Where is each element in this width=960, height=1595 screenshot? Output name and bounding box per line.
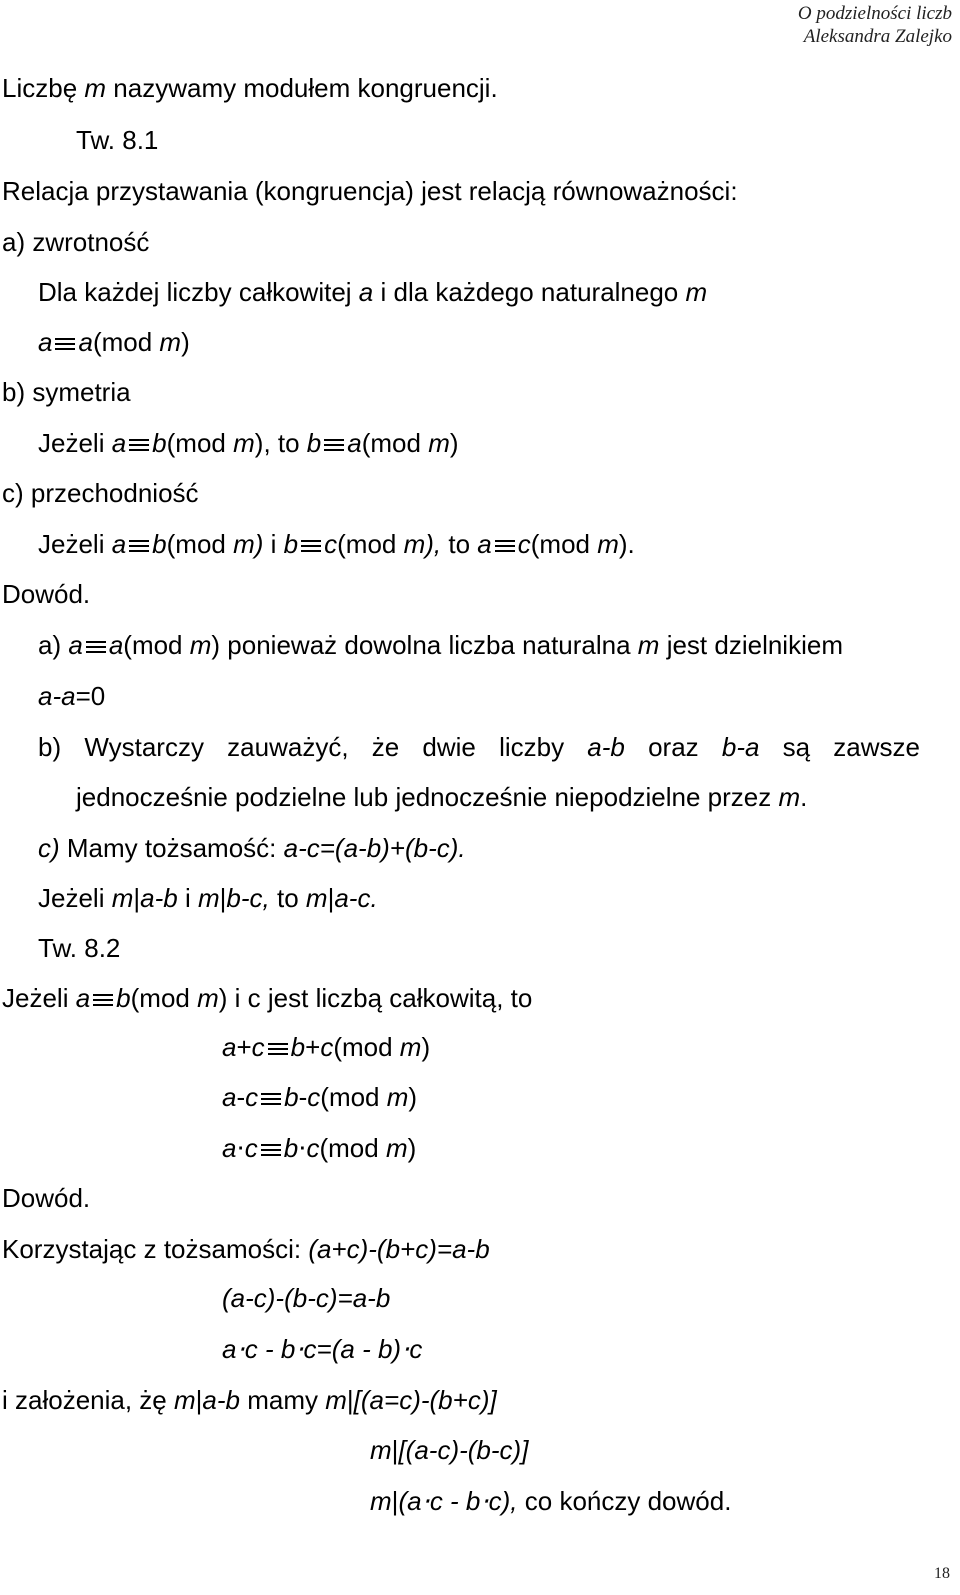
text-segment: a-b	[140, 883, 178, 913]
text-segment: Tw. 8.1	[76, 125, 159, 155]
text-segment: ⋅	[236, 1133, 245, 1163]
text-segment: Liczbę	[2, 73, 85, 103]
text-segment: -	[236, 1082, 246, 1112]
text-segment: (a+c)-(b+c)=a-b	[308, 1234, 490, 1264]
text-segment: m	[399, 1032, 422, 1062]
reflexivity-formula	[38, 326, 190, 358]
text-segment: (mod	[123, 630, 190, 660]
text-segment: )	[181, 327, 190, 357]
text-segment: a)	[38, 630, 69, 660]
text-segment: m	[325, 1385, 347, 1415]
item-b-heading	[2, 376, 131, 408]
symmetry-formula	[38, 427, 459, 459]
text-segment: a	[38, 327, 53, 357]
theorem-8-2-label	[38, 932, 120, 964]
divides-symbol: |	[391, 1486, 399, 1516]
text-segment: m	[111, 883, 134, 913]
text-segment: i założenia, żę	[2, 1385, 174, 1415]
text-segment: ⋅	[298, 1133, 307, 1163]
proof-1-a-difference	[38, 680, 105, 712]
text-segment: m	[197, 883, 220, 913]
text-segment: m	[233, 428, 255, 458]
text-segment: b-c,	[226, 883, 277, 913]
text-segment: b	[152, 529, 167, 559]
text-segment: m	[84, 73, 107, 103]
proof-1-c-conclusion	[38, 882, 378, 914]
proof-1-b	[38, 731, 920, 763]
congruence-symbol	[128, 538, 150, 554]
theorem-8-2-product	[222, 1132, 416, 1164]
theorem-8-1-label	[76, 124, 158, 156]
text-segment: mamy	[240, 1385, 326, 1415]
text-segment: a-c=(a-b)+(b-c).	[283, 833, 466, 863]
text-segment: (mod	[333, 1032, 400, 1062]
divides-symbol: |	[346, 1385, 354, 1415]
page-header	[798, 2, 952, 48]
text-segment: a-c.	[334, 883, 378, 913]
text-segment: a⋅c - b⋅c=(a - b)⋅c	[222, 1334, 423, 1364]
text-segment: Jeżeli	[38, 428, 112, 458]
text-segment: =0	[75, 681, 106, 711]
text-segment: a	[78, 327, 93, 357]
text-segment: Tw. 8.2	[38, 933, 121, 963]
header-title: O podzielności liczb	[797, 3, 952, 24]
text-segment: m	[305, 883, 328, 913]
congruence-symbol	[300, 538, 322, 554]
text-segment: m),	[403, 529, 449, 559]
transitivity-formula	[38, 528, 635, 560]
text-segment: b	[152, 428, 167, 458]
text-segment: b) symetria	[2, 377, 131, 407]
text-segment: (mod	[166, 428, 234, 458]
text-segment: c) przechodniość	[2, 478, 199, 508]
text-segment: (mod	[319, 1133, 386, 1163]
text-segment: i	[177, 883, 198, 913]
text-segment: a	[111, 529, 127, 559]
proof-1-a	[38, 629, 843, 661]
text-segment: c	[307, 1082, 321, 1112]
text-segment: (mod	[337, 529, 404, 559]
divides-symbol: |	[195, 1385, 203, 1415]
text-segment: Dla każdej liczby całkowitej	[38, 277, 359, 307]
text-segment: +	[305, 1032, 321, 1062]
proof-2-conclusion-2	[370, 1434, 528, 1466]
text-segment: +	[236, 1032, 252, 1062]
proof-2-identity-2	[222, 1282, 390, 1314]
text-segment: Mamy tożsamość:	[66, 833, 284, 863]
text-segment: c	[251, 1032, 265, 1062]
divides-symbol: |	[327, 883, 335, 913]
text-segment: m	[385, 1133, 408, 1163]
text-segment: nazywamy modułem kongruencji.	[106, 73, 498, 103]
proof-2-identity-1	[2, 1233, 490, 1265]
congruence-symbol	[260, 1091, 282, 1107]
text-segment: (mod	[92, 327, 160, 357]
text-segment: m	[159, 327, 182, 357]
text-segment: m	[370, 1486, 392, 1516]
text-segment: c)	[38, 833, 67, 863]
text-segment: m	[637, 630, 660, 660]
text-segment: (mod	[166, 529, 234, 559]
text-segment: a	[108, 630, 124, 660]
text-segment: a	[477, 529, 492, 559]
text-segment: )	[449, 428, 459, 458]
text-segment: Jeżeli	[38, 883, 112, 913]
proof-1-c	[38, 832, 466, 864]
congruence-symbol	[128, 437, 150, 453]
text-segment: Dowód.	[2, 1183, 91, 1213]
proof-2-identity-3	[222, 1333, 422, 1365]
proof-1-label	[2, 578, 90, 610]
text-segment: a	[347, 428, 362, 458]
congruence-symbol	[92, 992, 114, 1008]
text-segment: )	[407, 1133, 417, 1163]
text-segment: m	[173, 1385, 196, 1415]
text-segment: a	[358, 277, 374, 307]
text-segment: (mod	[130, 983, 198, 1013]
text-segment: jest dzielnikiem	[659, 630, 843, 660]
text-segment: a	[222, 1032, 237, 1062]
text-segment: )	[408, 1082, 418, 1112]
text-segment: b	[284, 1082, 299, 1112]
text-segment: Relacja przystawania (kongruencja) jest relacją równoważności:	[2, 176, 738, 206]
text-segment: to	[276, 883, 306, 913]
text-segment: m	[197, 983, 219, 1013]
item-c-heading	[2, 477, 199, 509]
theorem-8-1-statement	[2, 175, 738, 207]
divides-symbol: |	[219, 883, 227, 913]
text-segment: -	[298, 1082, 308, 1112]
text-segment: b	[306, 428, 322, 458]
text-segment: a-b	[202, 1385, 240, 1415]
text-segment: i	[270, 529, 284, 559]
text-segment: a	[111, 428, 127, 458]
modulus-definition	[2, 72, 498, 104]
text-segment: ) i c jest liczbą całkowitą, to	[218, 983, 533, 1013]
text-segment: (mod	[530, 529, 598, 559]
text-segment: a-a	[38, 681, 76, 711]
text-segment: [(a=c)-(b+c)]	[353, 1385, 497, 1415]
divides-symbol: |	[391, 1435, 399, 1465]
page-number: 18	[934, 1565, 950, 1582]
text-segment: oraz	[624, 732, 722, 762]
text-segment: m	[778, 782, 801, 812]
text-segment: m	[386, 1082, 409, 1112]
congruence-symbol	[260, 1142, 282, 1158]
text-segment: m	[189, 630, 212, 660]
text-segment: b	[283, 1133, 299, 1163]
text-segment: a	[222, 1133, 237, 1163]
text-segment: (mod	[361, 428, 429, 458]
text-segment: (a-c)-(b-c)=a-b	[222, 1283, 391, 1313]
text-segment: a	[68, 630, 83, 660]
text-segment: i dla każdego naturalnego	[373, 277, 686, 307]
text-segment: c	[517, 529, 531, 559]
reflexivity-text	[38, 276, 707, 308]
text-segment: Jeżeli	[38, 529, 112, 559]
text-segment: jednocześnie podzielne lub jednocześnie niepodzielne przez	[76, 782, 779, 812]
text-segment: c	[324, 529, 338, 559]
congruence-symbol	[267, 1041, 289, 1057]
text-segment: ), to	[254, 428, 307, 458]
text-segment: b	[283, 529, 299, 559]
text-segment: są zawsze	[759, 732, 920, 762]
text-segment: b	[116, 983, 131, 1013]
text-segment: (mod	[320, 1082, 387, 1112]
text-segment: a) zwrotność	[2, 227, 150, 257]
theorem-8-2-sum	[222, 1031, 430, 1063]
text-segment: a	[222, 1082, 237, 1112]
text-segment: ).	[618, 529, 635, 559]
item-a-heading	[2, 226, 149, 258]
text-segment: a-b	[587, 732, 625, 762]
congruence-symbol	[85, 639, 107, 655]
text-segment: )	[421, 1032, 431, 1062]
text-segment: Korzystając z tożsamości:	[2, 1234, 309, 1264]
theorem-8-2-statement	[2, 982, 532, 1014]
text-segment: [(a-c)-(b-c)]	[398, 1435, 529, 1465]
text-segment: Dowód.	[2, 579, 91, 609]
divides-symbol: |	[133, 883, 141, 913]
text-segment: co kończy dowód.	[517, 1486, 732, 1516]
proof-2-conclusion-3	[370, 1485, 731, 1517]
theorem-8-2-difference	[222, 1081, 417, 1113]
text-segment: Jeżeli	[2, 983, 76, 1013]
text-segment: b	[290, 1032, 306, 1062]
text-segment: m	[428, 428, 450, 458]
text-segment: m)	[233, 529, 271, 559]
text-segment: to	[448, 529, 478, 559]
congruence-symbol	[54, 336, 76, 352]
text-segment: c	[306, 1133, 320, 1163]
proof-1-b-continued	[76, 781, 807, 813]
header-author: Aleksandra Zalejko	[803, 26, 952, 47]
text-segment: c	[320, 1032, 334, 1062]
text-segment: b) Wystarczy zauważyć, że dwie liczby	[38, 732, 588, 762]
text-segment: a	[75, 983, 91, 1013]
proof-2-label	[2, 1182, 90, 1214]
text-segment: .	[800, 782, 808, 812]
text-segment: c	[244, 1133, 258, 1163]
text-segment: m	[597, 529, 619, 559]
text-segment: (a⋅c - b⋅c),	[398, 1486, 518, 1516]
proof-2-conclusion-1	[2, 1384, 497, 1416]
text-segment: b-a	[721, 732, 760, 762]
text-segment: ) ponieważ dowolna liczba naturalna	[211, 630, 638, 660]
text-segment: m	[370, 1435, 392, 1465]
text-segment: c	[245, 1082, 259, 1112]
congruence-symbol	[323, 437, 345, 453]
congruence-symbol	[494, 538, 516, 554]
text-segment: m	[685, 277, 708, 307]
